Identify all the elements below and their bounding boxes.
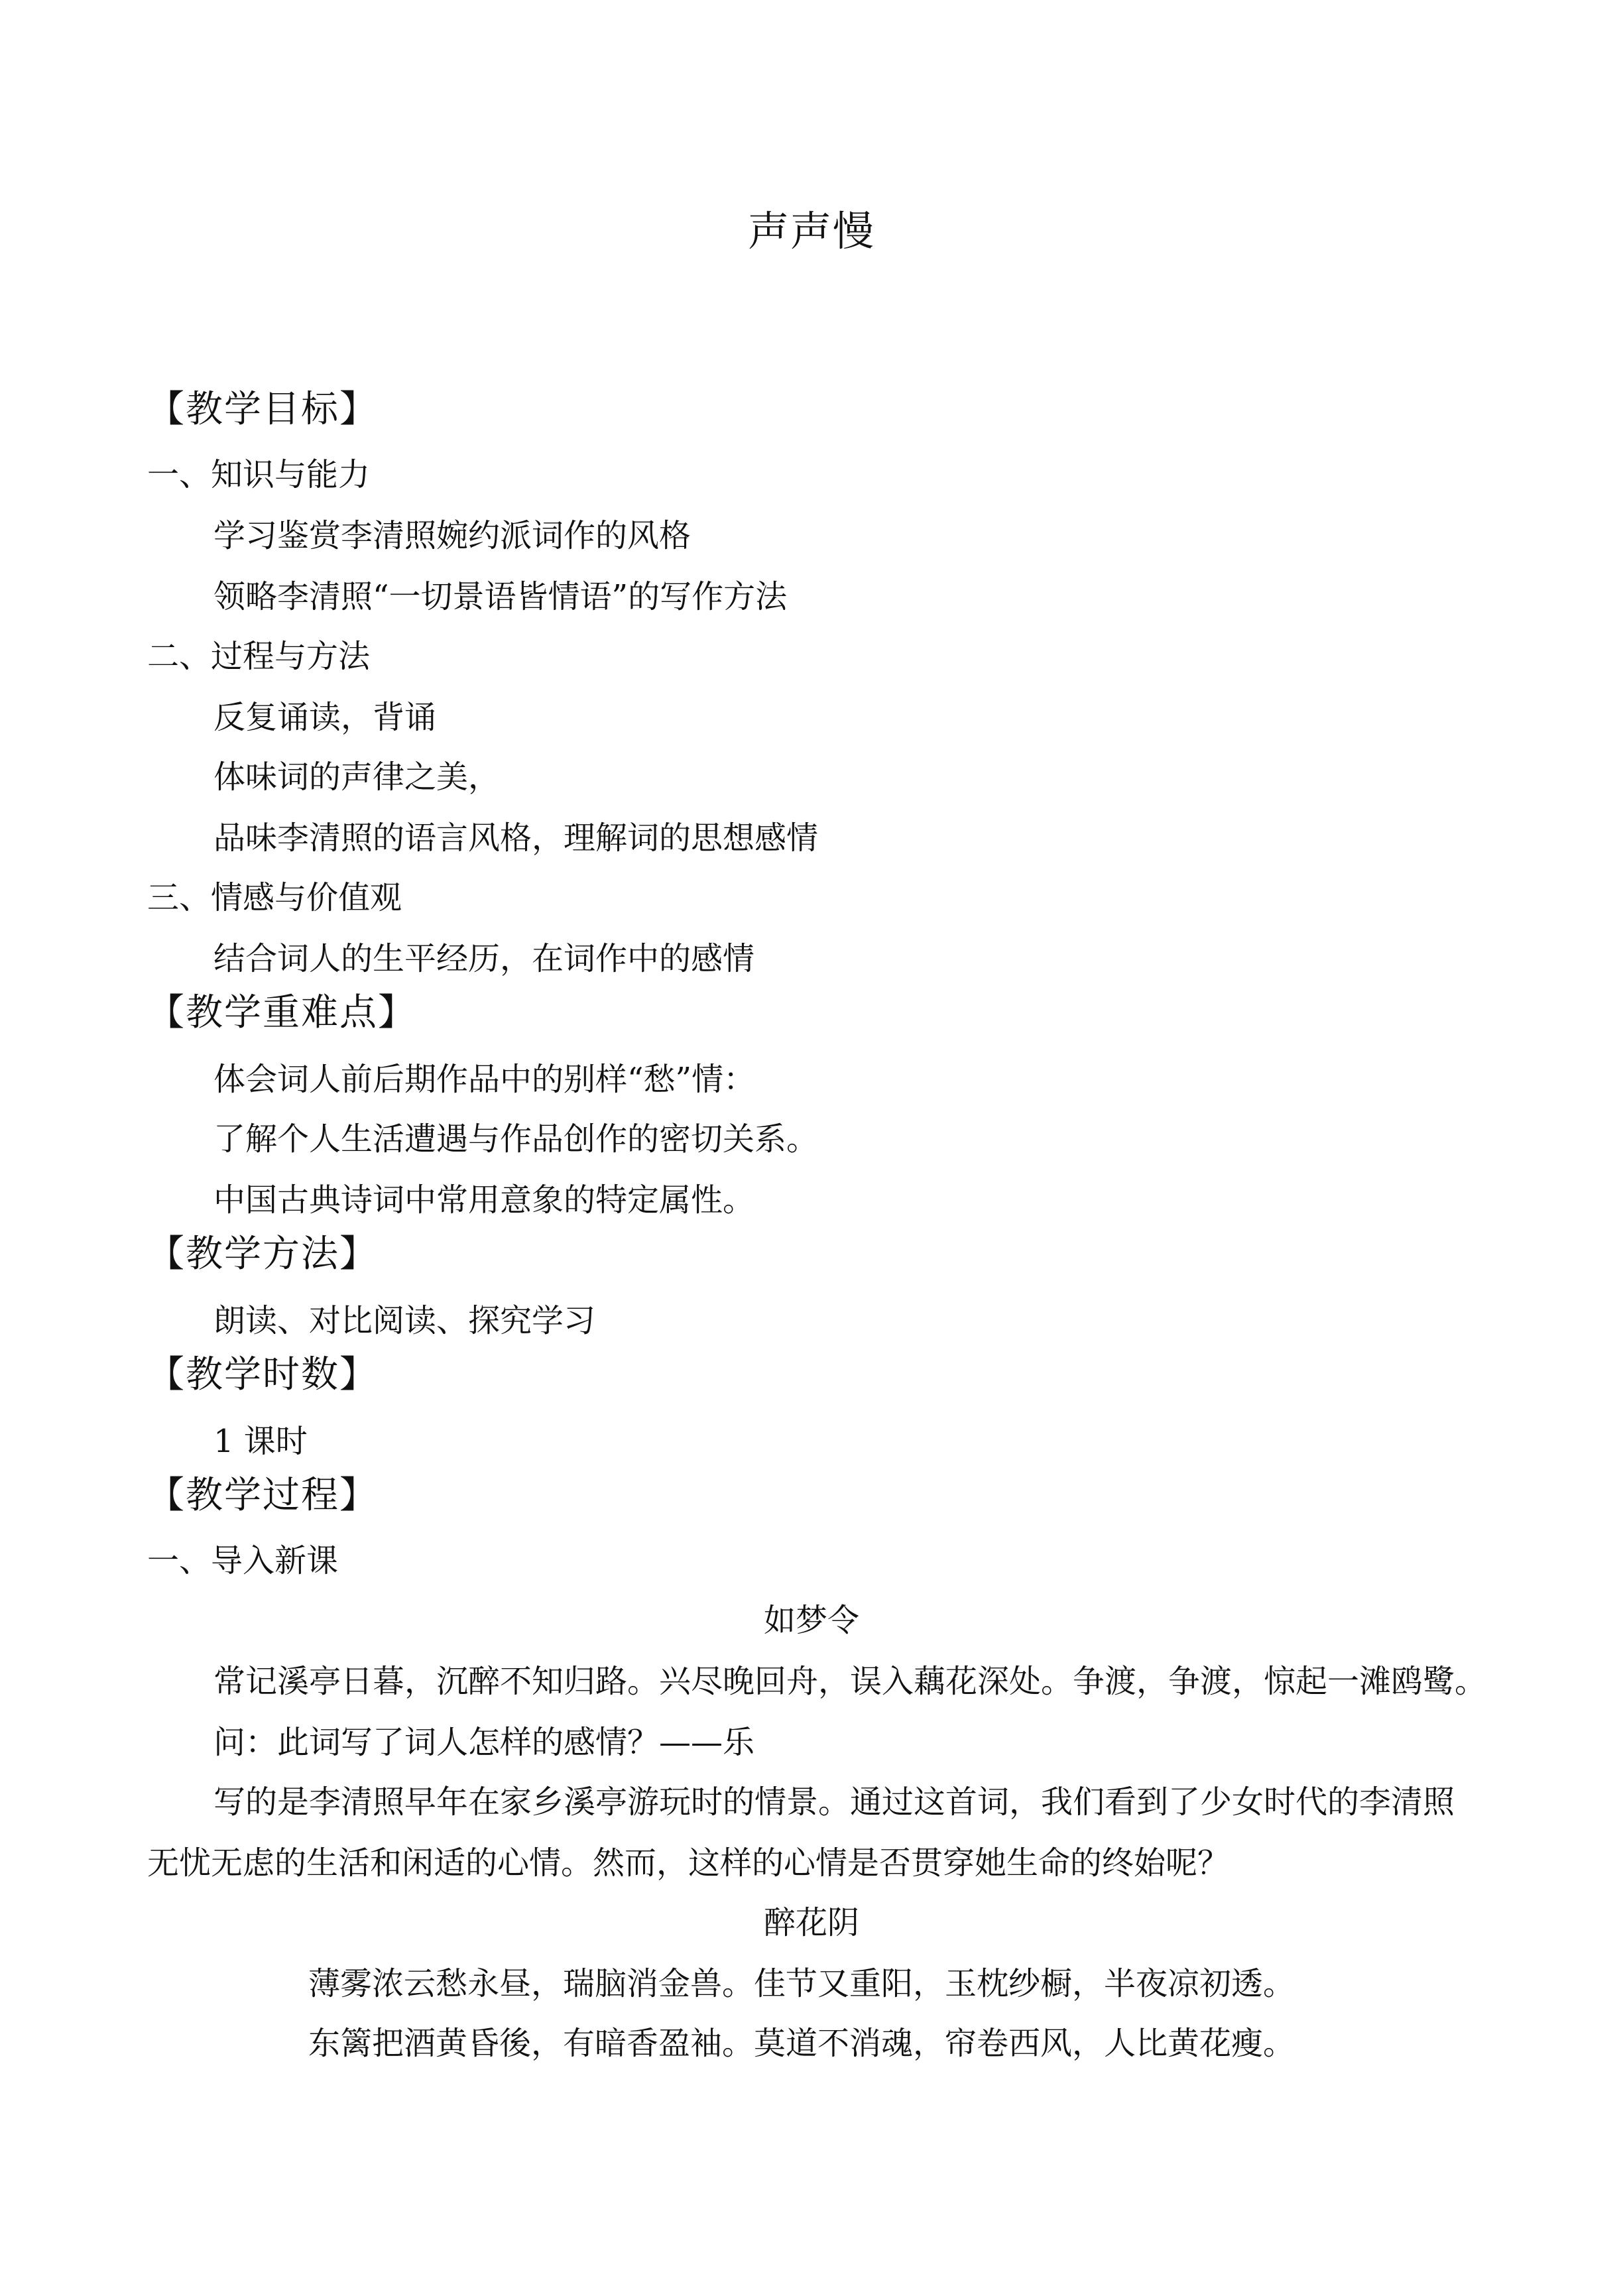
methods-text: 朗读、对比阅读、探究学习 [213,1302,596,1339]
question-text: 问：此词写了词人怎样的感情？——乐 [213,1724,755,1761]
paragraph-line: 写的是李清照早年在家乡溪亭游玩时的情景。通过这首词，我们看到了少女时代的李清照 [213,1783,1455,1821]
poem1-text: 常记溪亭日暮，沉醉不知归路。兴尽晚回舟，误入藕花深处。争渡，争渡，惊起一滩鸥鹭。 [213,1663,1487,1700]
page-title: 声声慢 [747,207,875,255]
paragraph-line: 无忧无虑的生活和闲适的心情。然而，这样的心情是否贯穿她生命的终始呢？ [147,1844,1230,1882]
goals-item: 领略李清照“一切景语皆情语”的写作方法 [213,578,788,615]
goals-item: 反复诵读，背诵 [213,699,437,736]
goals-item: 品味李清照的语言风格，理解词的思想感情 [213,819,819,857]
process-heading: 【教学过程】 [147,1474,378,1517]
goals-item: 体味词的声律之美， [213,758,501,796]
poem1-title: 如梦令 [763,1602,859,1639]
poem2-line: 东篱把酒黄昏後，有暗香盈袖。莫道不消魂，帘卷西风，人比黄花瘦。 [308,2025,1295,2062]
methods-heading: 【教学方法】 [147,1233,378,1276]
goals-item: 学习鉴赏李清照婉约派词作的风格 [213,517,691,554]
goals-subheading-process: 二、过程与方法 [147,638,371,675]
goals-item: 结合词人的生平经历，在词作中的感情 [213,940,755,977]
poem2-line: 薄雾浓云愁永昼，瑞脑消金兽。佳节又重阳，玉枕纱橱，半夜凉初透。 [308,1965,1295,2002]
goals-subheading-emotion: 三、情感与价值观 [147,879,402,916]
goals-subheading-knowledge: 一、知识与能力 [147,456,371,493]
poem2-title: 醉花阴 [763,1904,859,1941]
hours-heading: 【教学时数】 [147,1353,378,1396]
key-points-item: 了解个人生活遭遇与作品创作的密切关系。 [213,1120,819,1158]
hours-text: 1 课时 [213,1423,308,1460]
key-points-heading: 【教学重难点】 [147,991,416,1034]
goals-heading: 【教学目标】 [147,388,378,431]
key-points-item: 体会词人前后期作品中的别样“愁”情： [213,1061,756,1098]
process-subheading-intro: 一、导入新课 [147,1542,339,1579]
key-points-item: 中国古典诗词中常用意象的特定属性。 [213,1181,755,1219]
